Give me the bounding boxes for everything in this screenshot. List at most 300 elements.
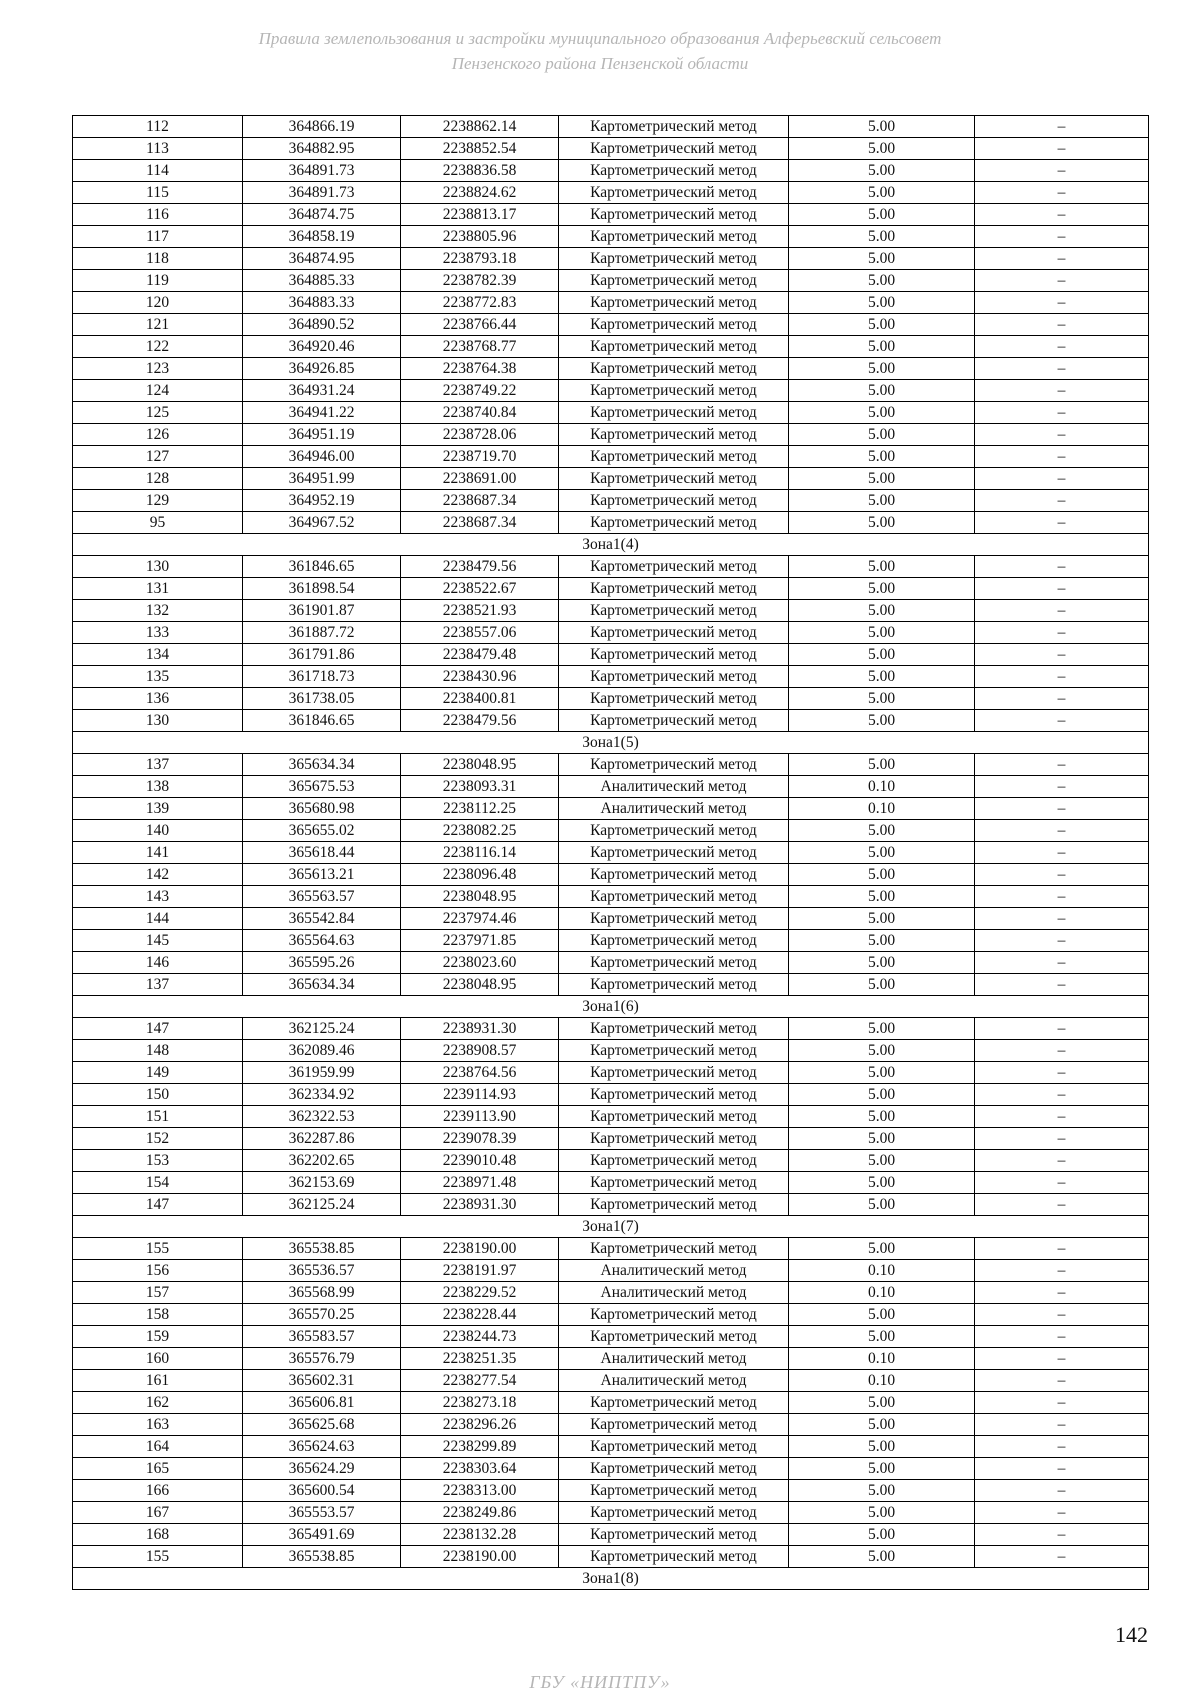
point-number-cell: 156 (73, 1260, 243, 1282)
table-row (73, 1040, 1149, 1062)
method-cell: Картометрический метод (559, 1546, 789, 1568)
x-coordinate-cell: 365634.34 (243, 754, 401, 776)
accuracy-cell: 5.00 (789, 688, 975, 710)
point-number-cell: 137 (73, 754, 243, 776)
method-cell: Картометрический метод (559, 908, 789, 930)
point-number-cell: 127 (73, 446, 243, 468)
x-coordinate-cell: 364890.52 (243, 314, 401, 336)
method-cell: Картометрический метод (559, 1128, 789, 1150)
x-coordinate-cell: 365624.29 (243, 1458, 401, 1480)
note-cell: – (975, 1194, 1149, 1216)
accuracy-cell: 0.10 (789, 776, 975, 798)
note-cell: – (975, 204, 1149, 226)
note-cell: – (975, 292, 1149, 314)
accuracy-cell: 5.00 (789, 930, 975, 952)
point-number-cell: 112 (73, 116, 243, 138)
x-coordinate-cell: 362089.46 (243, 1040, 401, 1062)
x-coordinate-cell: 364951.19 (243, 424, 401, 446)
point-number-cell: 141 (73, 842, 243, 864)
y-coordinate-cell: 2238048.95 (401, 886, 559, 908)
y-coordinate-cell: 2237974.46 (401, 908, 559, 930)
method-cell: Картометрический метод (559, 688, 789, 710)
note-cell: – (975, 644, 1149, 666)
y-coordinate-cell: 2238521.93 (401, 600, 559, 622)
note-cell: – (975, 1480, 1149, 1502)
table-row (73, 1260, 1149, 1282)
y-coordinate-cell: 2238691.00 (401, 468, 559, 490)
table-row (73, 1546, 1149, 1568)
method-cell: Картометрический метод (559, 1018, 789, 1040)
table-row (73, 182, 1149, 204)
accuracy-cell: 5.00 (789, 1062, 975, 1084)
table-row (73, 688, 1149, 710)
header-line-2: Пензенского района Пензенской области (451, 54, 749, 73)
x-coordinate-cell: 362202.65 (243, 1150, 401, 1172)
method-cell: Картометрический метод (559, 358, 789, 380)
method-cell: Картометрический метод (559, 1458, 789, 1480)
y-coordinate-cell: 2238772.83 (401, 292, 559, 314)
accuracy-cell: 5.00 (789, 1546, 975, 1568)
method-cell: Аналитический метод (559, 1260, 789, 1282)
y-coordinate-cell: 2238749.22 (401, 380, 559, 402)
point-number-cell: 130 (73, 710, 243, 732)
y-coordinate-cell: 2238303.64 (401, 1458, 559, 1480)
note-cell: – (975, 864, 1149, 886)
note-cell: – (975, 1436, 1149, 1458)
zone-label: Зона1(8) (73, 1568, 1149, 1590)
point-number-cell: 163 (73, 1414, 243, 1436)
note-cell: – (975, 600, 1149, 622)
point-number-cell: 125 (73, 402, 243, 424)
method-cell: Картометрический метод (559, 864, 789, 886)
x-coordinate-cell: 361887.72 (243, 622, 401, 644)
note-cell: – (975, 908, 1149, 930)
x-coordinate-cell: 362125.24 (243, 1194, 401, 1216)
method-cell: Картометрический метод (559, 600, 789, 622)
y-coordinate-cell: 2238766.44 (401, 314, 559, 336)
note-cell: – (975, 798, 1149, 820)
x-coordinate-cell: 361898.54 (243, 578, 401, 600)
y-coordinate-cell: 2238687.34 (401, 490, 559, 512)
note-cell: – (975, 160, 1149, 182)
note-cell: – (975, 248, 1149, 270)
table-row (73, 314, 1149, 336)
x-coordinate-cell: 365634.34 (243, 974, 401, 996)
accuracy-cell: 5.00 (789, 1414, 975, 1436)
y-coordinate-cell: 2238687.34 (401, 512, 559, 534)
method-cell: Картометрический метод (559, 1062, 789, 1084)
table-row (73, 1238, 1149, 1260)
x-coordinate-cell: 364883.33 (243, 292, 401, 314)
point-number-cell: 146 (73, 952, 243, 974)
note-cell: – (975, 1172, 1149, 1194)
method-cell: Картометрический метод (559, 116, 789, 138)
y-coordinate-cell: 2238728.06 (401, 424, 559, 446)
accuracy-cell: 5.00 (789, 160, 975, 182)
point-number-cell: 168 (73, 1524, 243, 1546)
x-coordinate-cell: 365563.57 (243, 886, 401, 908)
table-row (73, 512, 1149, 534)
accuracy-cell: 5.00 (789, 578, 975, 600)
table-row (73, 116, 1149, 138)
note-cell: – (975, 116, 1149, 138)
y-coordinate-cell: 2238228.44 (401, 1304, 559, 1326)
accuracy-cell: 5.00 (789, 314, 975, 336)
y-coordinate-cell: 2238400.81 (401, 688, 559, 710)
method-cell: Картометрический метод (559, 226, 789, 248)
x-coordinate-cell: 365564.63 (243, 930, 401, 952)
accuracy-cell: 5.00 (789, 116, 975, 138)
table-row (73, 226, 1149, 248)
method-cell: Картометрический метод (559, 204, 789, 226)
accuracy-cell: 5.00 (789, 1458, 975, 1480)
x-coordinate-cell: 364920.46 (243, 336, 401, 358)
point-number-cell: 139 (73, 798, 243, 820)
accuracy-cell: 5.00 (789, 1084, 975, 1106)
point-number-cell: 135 (73, 666, 243, 688)
note-cell: – (975, 556, 1149, 578)
method-cell: Картометрический метод (559, 138, 789, 160)
method-cell: Картометрический метод (559, 314, 789, 336)
point-number-cell: 154 (73, 1172, 243, 1194)
accuracy-cell: 5.00 (789, 292, 975, 314)
point-number-cell: 162 (73, 1392, 243, 1414)
method-cell: Картометрический метод (559, 1084, 789, 1106)
x-coordinate-cell: 361718.73 (243, 666, 401, 688)
note-cell: – (975, 1238, 1149, 1260)
method-cell: Картометрический метод (559, 1392, 789, 1414)
accuracy-cell: 5.00 (789, 908, 975, 930)
table-row (73, 666, 1149, 688)
x-coordinate-cell: 361738.05 (243, 688, 401, 710)
y-coordinate-cell: 2238277.54 (401, 1370, 559, 1392)
y-coordinate-cell: 2239078.39 (401, 1128, 559, 1150)
y-coordinate-cell: 2238112.25 (401, 798, 559, 820)
y-coordinate-cell: 2238096.48 (401, 864, 559, 886)
y-coordinate-cell: 2238082.25 (401, 820, 559, 842)
table-row (73, 1194, 1149, 1216)
accuracy-cell: 5.00 (789, 380, 975, 402)
x-coordinate-cell: 365625.68 (243, 1414, 401, 1436)
table-row (73, 798, 1149, 820)
note-cell: – (975, 402, 1149, 424)
note-cell: – (975, 512, 1149, 534)
y-coordinate-cell: 2238836.58 (401, 160, 559, 182)
header-line-1: Правила землепользования и застройки муниципального образования Алферьевский сельсовет (258, 29, 942, 48)
table-row (73, 1172, 1149, 1194)
x-coordinate-cell: 362287.86 (243, 1128, 401, 1150)
y-coordinate-cell: 2238768.77 (401, 336, 559, 358)
point-number-cell: 149 (73, 1062, 243, 1084)
y-coordinate-cell: 2238479.56 (401, 710, 559, 732)
y-coordinate-cell: 2238719.70 (401, 446, 559, 468)
table-row (73, 402, 1149, 424)
point-number-cell: 159 (73, 1326, 243, 1348)
accuracy-cell: 5.00 (789, 1238, 975, 1260)
accuracy-cell: 5.00 (789, 1194, 975, 1216)
x-coordinate-cell: 362334.92 (243, 1084, 401, 1106)
accuracy-cell: 5.00 (789, 1040, 975, 1062)
point-number-cell: 117 (73, 226, 243, 248)
note-cell: – (975, 1018, 1149, 1040)
y-coordinate-cell: 2238023.60 (401, 952, 559, 974)
method-cell: Картометрический метод (559, 1502, 789, 1524)
accuracy-cell: 5.00 (789, 490, 975, 512)
method-cell: Картометрический метод (559, 1414, 789, 1436)
note-cell: – (975, 754, 1149, 776)
x-coordinate-cell: 362322.53 (243, 1106, 401, 1128)
accuracy-cell: 5.00 (789, 710, 975, 732)
method-cell: Картометрический метод (559, 1238, 789, 1260)
method-cell: Картометрический метод (559, 1326, 789, 1348)
method-cell: Картометрический метод (559, 578, 789, 600)
accuracy-cell: 5.00 (789, 512, 975, 534)
method-cell: Картометрический метод (559, 1304, 789, 1326)
x-coordinate-cell: 365570.25 (243, 1304, 401, 1326)
point-number-cell: 151 (73, 1106, 243, 1128)
method-cell: Картометрический метод (559, 930, 789, 952)
zone-label: Зона1(5) (73, 732, 1149, 754)
table-row (73, 1414, 1149, 1436)
table-row (73, 1062, 1149, 1084)
y-coordinate-cell: 2238048.95 (401, 974, 559, 996)
note-cell: – (975, 1062, 1149, 1084)
y-coordinate-cell: 2238931.30 (401, 1018, 559, 1040)
note-cell: – (975, 358, 1149, 380)
method-cell: Картометрический метод (559, 842, 789, 864)
y-coordinate-cell: 2238048.95 (401, 754, 559, 776)
table-row (73, 600, 1149, 622)
method-cell: Картометрический метод (559, 754, 789, 776)
x-coordinate-cell: 364866.19 (243, 116, 401, 138)
method-cell: Аналитический метод (559, 798, 789, 820)
table-row (73, 204, 1149, 226)
x-coordinate-cell: 361959.99 (243, 1062, 401, 1084)
note-cell: – (975, 974, 1149, 996)
zone-header-row (73, 1216, 1149, 1238)
note-cell: – (975, 1392, 1149, 1414)
accuracy-cell: 0.10 (789, 1260, 975, 1282)
accuracy-cell: 5.00 (789, 1502, 975, 1524)
point-number-cell: 116 (73, 204, 243, 226)
page-footer: ГБУ «НИПТПУ» (529, 1672, 671, 1692)
coordinates-table-body (73, 116, 1149, 1590)
point-number-cell: 155 (73, 1546, 243, 1568)
note-cell: – (975, 270, 1149, 292)
method-cell: Картометрический метод (559, 644, 789, 666)
method-cell: Картометрический метод (559, 1480, 789, 1502)
y-coordinate-cell: 2238191.97 (401, 1260, 559, 1282)
x-coordinate-cell: 364946.00 (243, 446, 401, 468)
accuracy-cell: 5.00 (789, 402, 975, 424)
y-coordinate-cell: 2238862.14 (401, 116, 559, 138)
point-number-cell: 144 (73, 908, 243, 930)
point-number-cell: 160 (73, 1348, 243, 1370)
x-coordinate-cell: 362153.69 (243, 1172, 401, 1194)
point-number-cell: 140 (73, 820, 243, 842)
table-row (73, 424, 1149, 446)
accuracy-cell: 5.00 (789, 1106, 975, 1128)
table-row (73, 270, 1149, 292)
table-row (73, 1348, 1149, 1370)
table-row (73, 358, 1149, 380)
note-cell: – (975, 1414, 1149, 1436)
x-coordinate-cell: 365595.26 (243, 952, 401, 974)
note-cell: – (975, 1128, 1149, 1150)
method-cell: Картометрический метод (559, 446, 789, 468)
zone-header-row (73, 732, 1149, 754)
point-number-cell: 164 (73, 1436, 243, 1458)
table-row (73, 930, 1149, 952)
point-number-cell: 134 (73, 644, 243, 666)
method-cell: Картометрический метод (559, 424, 789, 446)
table-row (73, 1304, 1149, 1326)
accuracy-cell: 5.00 (789, 1304, 975, 1326)
y-coordinate-cell: 2238479.56 (401, 556, 559, 578)
method-cell: Картометрический метод (559, 710, 789, 732)
table-row (73, 820, 1149, 842)
point-number-cell: 115 (73, 182, 243, 204)
x-coordinate-cell: 361791.86 (243, 644, 401, 666)
method-cell: Картометрический метод (559, 1150, 789, 1172)
accuracy-cell: 0.10 (789, 798, 975, 820)
x-coordinate-cell: 364926.85 (243, 358, 401, 380)
y-coordinate-cell: 2238229.52 (401, 1282, 559, 1304)
accuracy-cell: 5.00 (789, 600, 975, 622)
table-row (73, 1458, 1149, 1480)
point-number-cell: 124 (73, 380, 243, 402)
x-coordinate-cell: 364858.19 (243, 226, 401, 248)
point-number-cell: 136 (73, 688, 243, 710)
x-coordinate-cell: 361846.65 (243, 710, 401, 732)
zone-label: Зона1(6) (73, 996, 1149, 1018)
point-number-cell: 132 (73, 600, 243, 622)
zone-header-row (73, 534, 1149, 556)
x-coordinate-cell: 365583.57 (243, 1326, 401, 1348)
table-row (73, 622, 1149, 644)
table-row (73, 1480, 1149, 1502)
note-cell: – (975, 138, 1149, 160)
table-row (73, 1018, 1149, 1040)
zone-header-row (73, 1568, 1149, 1590)
point-number-cell: 147 (73, 1018, 243, 1040)
zone-label: Зона1(4) (73, 534, 1149, 556)
accuracy-cell: 5.00 (789, 666, 975, 688)
table-row (73, 446, 1149, 468)
note-cell: – (975, 688, 1149, 710)
accuracy-cell: 5.00 (789, 556, 975, 578)
y-coordinate-cell: 2238931.30 (401, 1194, 559, 1216)
x-coordinate-cell: 364931.24 (243, 380, 401, 402)
method-cell: Картометрический метод (559, 1040, 789, 1062)
point-number-cell: 131 (73, 578, 243, 600)
note-cell: – (975, 336, 1149, 358)
y-coordinate-cell: 2238132.28 (401, 1524, 559, 1546)
note-cell: – (975, 424, 1149, 446)
accuracy-cell: 5.00 (789, 204, 975, 226)
y-coordinate-cell: 2238740.84 (401, 402, 559, 424)
table-row (73, 1326, 1149, 1348)
note-cell: – (975, 226, 1149, 248)
x-coordinate-cell: 364882.95 (243, 138, 401, 160)
y-coordinate-cell: 2238244.73 (401, 1326, 559, 1348)
accuracy-cell: 5.00 (789, 248, 975, 270)
y-coordinate-cell: 2238522.67 (401, 578, 559, 600)
accuracy-cell: 5.00 (789, 952, 975, 974)
point-number-cell: 126 (73, 424, 243, 446)
y-coordinate-cell: 2238299.89 (401, 1436, 559, 1458)
note-cell: – (975, 952, 1149, 974)
note-cell: – (975, 1282, 1149, 1304)
table-row (73, 556, 1149, 578)
note-cell: – (975, 776, 1149, 798)
point-number-cell: 152 (73, 1128, 243, 1150)
point-number-cell: 95 (73, 512, 243, 534)
table-row (73, 336, 1149, 358)
point-number-cell: 153 (73, 1150, 243, 1172)
y-coordinate-cell: 2238313.00 (401, 1480, 559, 1502)
table-row (73, 1392, 1149, 1414)
y-coordinate-cell: 2238116.14 (401, 842, 559, 864)
y-coordinate-cell: 2238793.18 (401, 248, 559, 270)
note-cell: – (975, 710, 1149, 732)
table-row (73, 952, 1149, 974)
x-coordinate-cell: 365675.53 (243, 776, 401, 798)
method-cell: Картометрический метод (559, 248, 789, 270)
point-number-cell: 165 (73, 1458, 243, 1480)
point-number-cell: 148 (73, 1040, 243, 1062)
y-coordinate-cell: 2238251.35 (401, 1348, 559, 1370)
note-cell: – (975, 314, 1149, 336)
coordinates-table (72, 115, 1149, 1590)
note-cell: – (975, 1326, 1149, 1348)
note-cell: – (975, 182, 1149, 204)
note-cell: – (975, 380, 1149, 402)
table-row (73, 776, 1149, 798)
note-cell: – (975, 490, 1149, 512)
point-number-cell: 145 (73, 930, 243, 952)
x-coordinate-cell: 364874.95 (243, 248, 401, 270)
method-cell: Картометрический метод (559, 160, 789, 182)
point-number-cell: 167 (73, 1502, 243, 1524)
point-number-cell: 138 (73, 776, 243, 798)
accuracy-cell: 5.00 (789, 270, 975, 292)
x-coordinate-cell: 365602.31 (243, 1370, 401, 1392)
note-cell: – (975, 1370, 1149, 1392)
x-coordinate-cell: 365606.81 (243, 1392, 401, 1414)
method-cell: Картометрический метод (559, 292, 789, 314)
accuracy-cell: 5.00 (789, 886, 975, 908)
accuracy-cell: 5.00 (789, 1018, 975, 1040)
note-cell: – (975, 1106, 1149, 1128)
point-number-cell: 157 (73, 1282, 243, 1304)
y-coordinate-cell: 2238249.86 (401, 1502, 559, 1524)
method-cell: Картометрический метод (559, 974, 789, 996)
point-number-cell: 143 (73, 886, 243, 908)
table-row (73, 1436, 1149, 1458)
y-coordinate-cell: 2239113.90 (401, 1106, 559, 1128)
accuracy-cell: 5.00 (789, 424, 975, 446)
accuracy-cell: 5.00 (789, 1150, 975, 1172)
x-coordinate-cell: 364891.73 (243, 160, 401, 182)
accuracy-cell: 5.00 (789, 842, 975, 864)
table-row (73, 886, 1149, 908)
accuracy-cell: 5.00 (789, 644, 975, 666)
accuracy-cell: 5.00 (789, 226, 975, 248)
method-cell: Картометрический метод (559, 402, 789, 424)
note-cell: – (975, 468, 1149, 490)
y-coordinate-cell: 2238813.17 (401, 204, 559, 226)
